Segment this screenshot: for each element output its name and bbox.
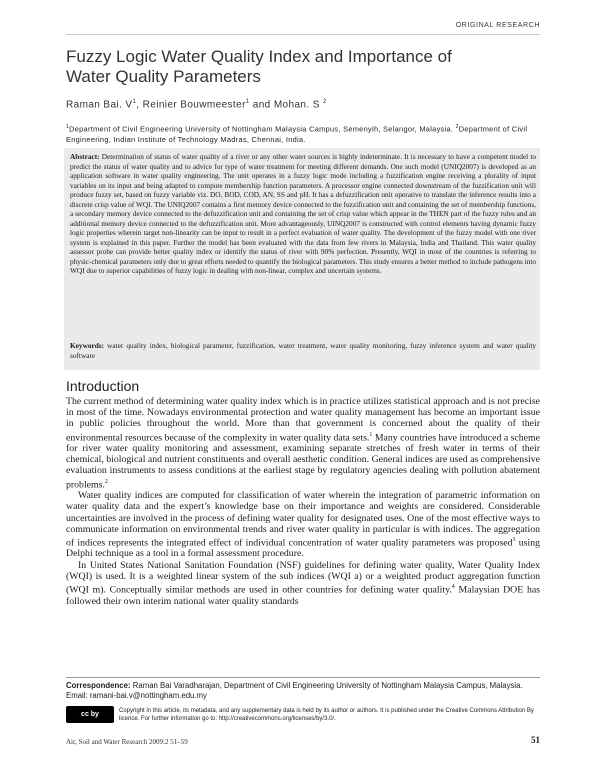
author-affil-marker: 1	[132, 99, 137, 105]
affil-marker: 1	[66, 124, 70, 130]
affil-marker: 2	[455, 124, 459, 130]
paragraph: In United States National Sanitation Foundation (NSF) guidelines for defining water quality, Water Quality Index (WQI) is used. It is a weighted linear system of the sub indices (WQI a) or a weighted product aggregation function (WQI m). Conceptually similar methods are used in other countries for defining water quality.$^4$ Malaysian DOE has followed their own interim national water quality standards	[66, 559, 540, 607]
citation-marker[interactable]: 3	[512, 536, 516, 543]
author-name: Mohan. S	[273, 99, 320, 111]
affiliations	[66, 122, 536, 145]
author-affil-marker: 1	[245, 99, 250, 105]
abstract-text: Determination of status of water quality of a river or any other water sources is highly indeterminate. It is necessary to have a competent model to predict the status of water quality and to advice for type of water treatment for meeting different demands. One such model (UNIQ2007) is developed as an application software in water quality engineering. The unit operates in a fuzzy logic mode including a fuzzification engine receiving a plurality of input variables on its input and being adapted to compute membership function parameters. A processor engine connected downstream of the fuzzification unit will produce fuzzy set, based on fuzzy variable viz. DO, BOD, COD, AN, SS and pH. It has a defuzzification unit operative to translate the inference results into a discrete crisp value of WQI. The UNIQ2007 contains a first memory device connected to the fuzzification unit and containing the set of membership functions, a secondary memory device connected to the defuzzification unit and containing the set of crisp value which appear in the THEN part of the fuzzy rules and an additional memory device connected to the defuzzification unit. More advantageously, UINQ2007 is constructed with control elements having dynamic fuzzy logic properties wherein target non-linearity can be input to result in a perfect evaluation of water quality. The development of the fuzzy model with one river system is explained in this paper. Further the model has been evaluated with the data from few rivers in Malaysia, India and Thailand. This water quality assessor probe can provide better quality index or identify the status of river with 90% perfection. Presently, WQI in most of the countries is referring to physic-chemical parameters only due to great efforts needed to quantify the biological parameters. This study ensures a better method to include pathogens into WQI due to superior capabilities of fuzzy logic in dealing with non-linear, complex and uncertain systems.	[70, 152, 537, 275]
journal-citation: Air, Soil and Water Research 2009:2 51–59	[66, 738, 188, 746]
citation-marker[interactable]: 1	[369, 431, 373, 438]
copyright-notice: Copyright in this article, its metadata, and any supplementary data is held by its author or authors. It is published under the Creative Commons Attribution By licence. For further information go to: http://creativecommons.org/licenses/by/3.0/.	[119, 708, 534, 722]
correspondence-text[interactable]: Raman Bai Varadharajan, Department of Civil Engineering University of Nottingham Malaysia Campus, Malaysia. Email: ramani-bai.v@nottingham.edu.my	[66, 681, 523, 700]
cc-badge-label: cc by	[81, 711, 99, 718]
page-number: 51	[531, 735, 540, 745]
article-title: Fuzzy Logic Water Quality Index and Importance of Water Quality Parameters	[66, 47, 452, 86]
section-heading: Introduction	[66, 378, 140, 394]
author-list: Raman Bai. $V^1$, Reinier Bouwmeester$^1$ and Mohan. S $^2$	[66, 99, 327, 111]
correspondence-label: Correspondence:	[66, 681, 131, 690]
author-name: Raman Bai. V	[66, 99, 133, 111]
introduction-body	[66, 396, 540, 607]
section-tag: ORIGINAL RESEARCH	[455, 22, 540, 29]
footnote-rule	[66, 677, 540, 678]
affiliation-text: Department of Civil Engineering, Indian Institute of Technology Madras, Chennai, India.	[66, 124, 528, 145]
author-name: Reinier Bouwmeester	[142, 99, 246, 111]
header-rule	[66, 34, 540, 35]
citation-marker[interactable]: 2	[104, 478, 108, 485]
keywords-text: water quality index, biological parameter, fuzzification, water treatment, water quality monitoring, fuzzy inference system and water quality software	[70, 341, 536, 360]
affiliation-text: Department of Civil Engineering University of Nottingham Malaysia Campus, Semenyih, Selangor, Malaysia.	[69, 124, 454, 134]
cc-license-icon[interactable]	[66, 706, 114, 723]
abstract	[70, 152, 536, 276]
author-affil-marker: 2	[323, 99, 327, 105]
paragraph: The current method of determining water quality index which is in practice utilizes statistical approach and is not precise in most of the time. Nowadays environmental protection and water quality management has become an important issue in public policies throughout the world. More than that government is concerned about the quality of their environmental resources because of the complexity in water quality data sets.$^1$ Many countries have introduced a scheme for river water quality monitoring and assessment, examining separate stretches of fresh water in terms of their chemical, biological and nutrient constituents and overall aesthetic condition. General indices are used as comprehensive evaluation instruments to assess conditions at the earliest stage by regulatory agencies dealing with pollution abatement problems.$^2$	[66, 396, 541, 490]
paragraph: Water quality indices are computed for classification of water wherein the integration of parametric information on water quality data and the expert’s knowledge base on their importance and weights are considered. Considerable uncertainties are involved in the process of defining water quality for designated uses. One of the most effective ways to communicate information on environmental trends and river water quality in particular is with indices. The aggregation of indices represents the integrated effect of individual concentration of water quality parameters was proposed$^3$ using Delphi technique as a tool in a formal assessment procedure.	[66, 490, 540, 560]
keywords	[70, 341, 536, 360]
abstract-label: Abstract:	[70, 152, 100, 161]
keywords-label: Keywords:	[70, 341, 105, 350]
correspondence	[66, 681, 540, 701]
citation-marker[interactable]: 4	[451, 584, 455, 591]
